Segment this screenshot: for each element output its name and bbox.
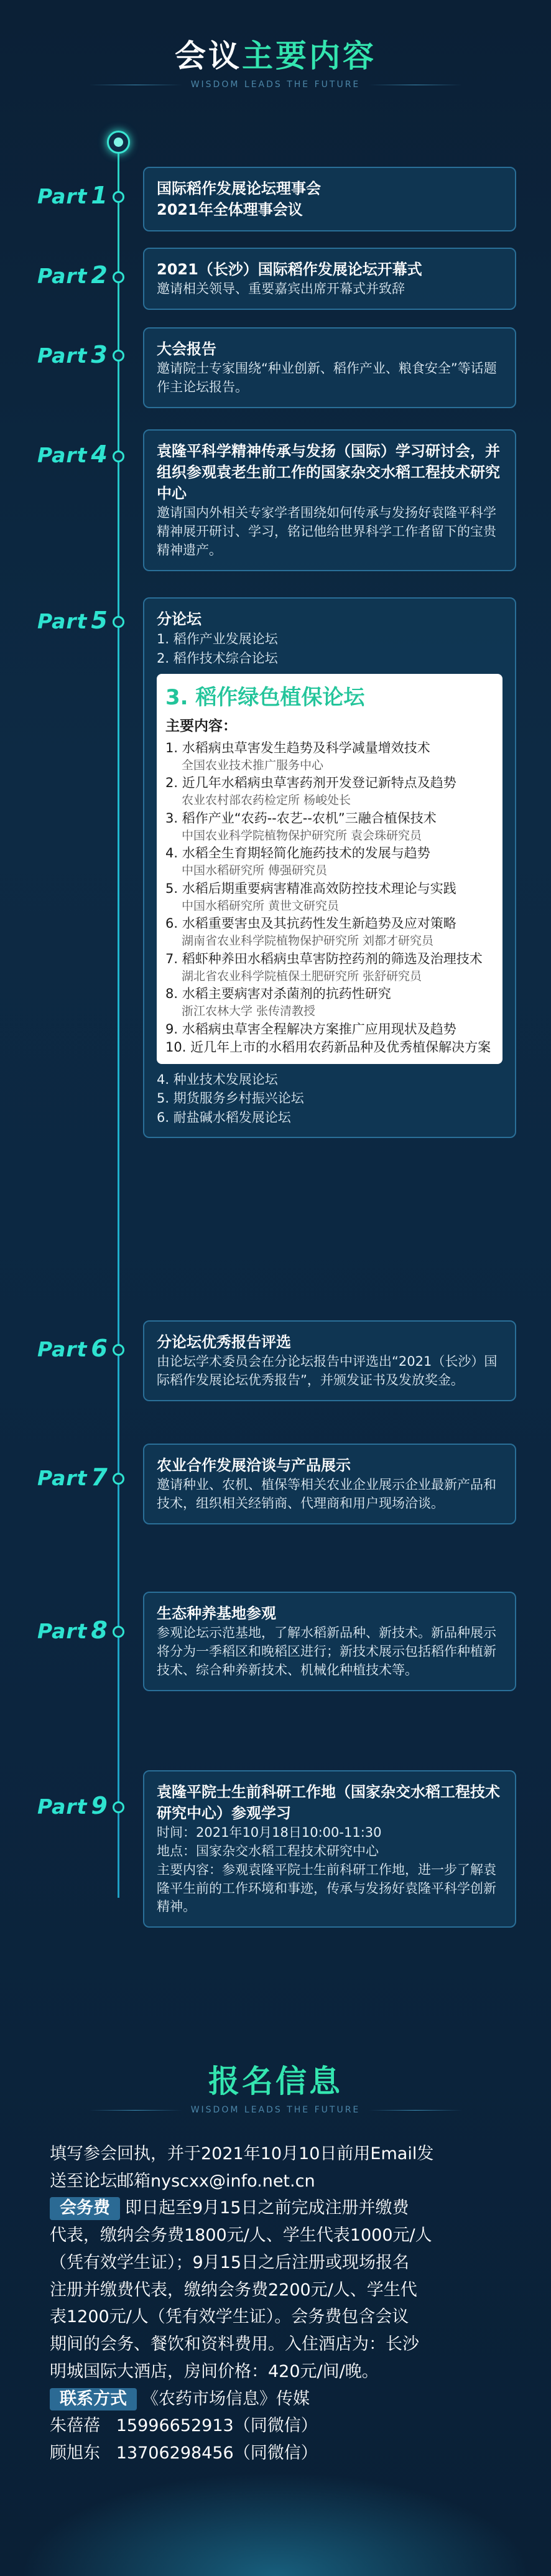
fee-line: 代表，缴纳会务费1800元/人、学生代表1000元/人 xyxy=(50,2226,432,2246)
fee-tag: 会务费 xyxy=(50,2197,120,2219)
title-text: 报名信息 xyxy=(208,2063,343,2099)
topic-item: 6. 水稻重要害虫及其抗药性发生新趋势及应对策略 xyxy=(165,916,456,931)
part-desc: 邀请院士专家围绕“种业创新、稻作产业、粮食安全”等话题作主论坛报告。 xyxy=(157,361,497,394)
topic-org: 中国农业科学院植物保护研究所 袁会珠研究员 xyxy=(182,828,422,842)
part-label-2: Part 2 xyxy=(37,261,108,289)
topic-item: 3. 稻作产业“农药--农艺--农机”三融合植保技术 xyxy=(165,810,437,826)
part-dot xyxy=(113,271,124,283)
part-label-7: Part 7 xyxy=(37,1463,108,1491)
fee-line: 注册并缴费代表，缴纳会务费2200元/人、学生代 xyxy=(50,2280,417,2300)
part-dot xyxy=(113,1801,124,1813)
topic-item: 7. 稻虾种养田水稻病虫草害防控药剂的筛选及治理技术 xyxy=(165,951,483,966)
forum3-key-label: 主要内容： xyxy=(165,718,237,735)
topic-list xyxy=(165,739,494,1057)
section-header-agenda xyxy=(0,31,551,90)
part-desc: 邀请种业、农机、植保等相关农业企业展示企业最新产品和技术，组织相关经销商、代理商和用户现场洽谈。 xyxy=(157,1477,496,1511)
part-card-7 xyxy=(143,1444,516,1524)
topic-item: 4. 水稻全生育期轻简化施药技术的发展与趋势 xyxy=(165,846,430,861)
part-title: 大会报告 xyxy=(157,340,216,358)
section-subtitle xyxy=(0,2105,551,2115)
part-desc: 由论坛学术委员会在分论坛报告中评选出“2021（长沙）国际稻作发展论坛优秀报告”，并颁发证书及发放奖金。 xyxy=(157,1354,498,1388)
part-label-4: Part 4 xyxy=(37,441,108,468)
part-title: 生态种养基地参观 xyxy=(157,1605,276,1622)
topic-item: 10. 近几年上市的水稻用农药新品种及优秀植保解决方案 xyxy=(165,1039,491,1055)
contact-first-line: 联系方式 《农药市场信息》传媒 xyxy=(50,2386,507,2413)
part-title: 分论坛 xyxy=(157,610,201,628)
part-dot xyxy=(113,1344,124,1356)
topic-org: 中国水稻研究所 黄世文研究员 xyxy=(182,898,340,913)
timeline-start-dot xyxy=(107,131,130,154)
part-label-8: Part 8 xyxy=(37,1617,108,1644)
part-title: 农业合作发展洽谈与产品展示 xyxy=(157,1457,351,1474)
part-label-9: Part 9 xyxy=(37,1792,108,1819)
part-desc: 邀请国内外相关专家学者围绕如何传承与发扬好袁隆平科学精神展开研讨、学习，铭记他给世界科学工作者留下的宝贵精神遗产。 xyxy=(157,505,496,558)
topic-item: 8. 水稻主要病害对杀菌剂的抗药性研究 xyxy=(165,986,391,1002)
contact-name: 朱蓓蓓 xyxy=(50,2416,100,2436)
part-desc: 邀请相关领导、重要嘉宾出席开幕式并致辞 xyxy=(157,281,405,297)
fee-line: 表1200元/人（凭有效学生证）。会务费包含会议 xyxy=(50,2307,409,2327)
part-label-1: Part 1 xyxy=(37,182,108,209)
section-header-registration xyxy=(0,2056,551,2115)
divider-line xyxy=(89,2110,182,2111)
forum-item: 4. 种业技术发展论坛 xyxy=(157,1071,278,1087)
part-desc: 参观论坛示范基地，了解水稻新品种、新技术。新品种展示将分为一季稻区和晚稻区进行；新技术展示包括稻作种植新技术、综合种养新技术、机械化种植技术等。 xyxy=(157,1625,496,1678)
subtitle-text: WISDOM LEADS THE FUTURE xyxy=(190,2105,361,2115)
forum-item: 5. 期货服务乡村振兴论坛 xyxy=(157,1091,304,1106)
title-part-b: 主要内容 xyxy=(242,38,376,74)
topic-org: 农业农村部农药检定所 杨峻处长 xyxy=(182,793,351,808)
part-title: 袁隆平科学精神传承与发扬（国际）学习研讨会，并组织参观袁老生前工作的国家杂交水稻工程技术研究中心 xyxy=(157,442,500,503)
part-label-5: Part 5 xyxy=(37,607,108,634)
intro-line: 填写参会回执，并于2021年10月10日前用Email发 xyxy=(50,2144,434,2163)
topic-item: 9. 水稻病虫草害全程解决方案推广应用现状及趋势 xyxy=(165,1022,456,1037)
topic-org: 中国水稻研究所 傅强研究员 xyxy=(182,864,328,878)
part-title: 国际稻作发展论坛理事会 2021年全体理事会议 xyxy=(157,180,321,219)
part-dot xyxy=(113,1626,124,1638)
subtitle-text: WISDOM LEADS THE FUTURE xyxy=(190,80,361,90)
section-title xyxy=(0,2056,551,2101)
fee-first-line: 会务费 即日起至9月15日之前完成注册并缴费 xyxy=(50,2195,507,2222)
part-card-3 xyxy=(143,327,516,408)
topic-item: 2. 近几年水稻病虫草害药剂开发登记新特点及趋势 xyxy=(165,775,456,791)
topic-org: 湖北省农业科学院植保土肥研究所 张舒研究员 xyxy=(182,969,422,983)
topic-org: 浙江农林大学 张传清教授 xyxy=(182,1004,316,1019)
contact-phone: 13706298456（同微信） xyxy=(116,2443,318,2463)
intro-line: 送至论坛邮箱nyscxx@info.net.cn xyxy=(50,2171,315,2191)
contact-name: 顾旭东 xyxy=(50,2443,100,2463)
part-card-9 xyxy=(143,1770,516,1928)
part-card-1 xyxy=(143,167,516,231)
forum-item: 6. 耐盐碱水稻发展论坛 xyxy=(157,1109,291,1125)
part-card-2 xyxy=(143,248,516,310)
topic-item: 5. 水稻后期重要病害精准高效防控技术理论与实践 xyxy=(165,880,456,896)
part-dot xyxy=(113,1473,124,1485)
part-dot xyxy=(113,350,124,362)
contact-phone: 15996652913（同微信） xyxy=(116,2416,318,2436)
bottom-glow xyxy=(0,2464,551,2576)
forum-list-before xyxy=(157,630,502,668)
part-card-5 xyxy=(143,597,516,1138)
title-part-a: 会议 xyxy=(175,38,242,74)
part-label-6: Part 6 xyxy=(37,1335,108,1362)
section-subtitle xyxy=(0,80,551,90)
part-label-3: Part 3 xyxy=(37,341,108,368)
part-dot xyxy=(113,191,124,203)
forum-list-after xyxy=(157,1070,502,1127)
part-card-4 xyxy=(143,429,516,571)
contact-row xyxy=(50,2440,507,2467)
forum3-heading: 3. 稻作绿色植保论坛 xyxy=(165,684,365,710)
topic-org: 全国农业技术推广服务中心 xyxy=(182,758,324,772)
part-dot xyxy=(113,616,124,628)
part-dot xyxy=(113,450,124,462)
forum3-box xyxy=(157,674,502,1064)
section-title xyxy=(0,31,551,76)
forum-item: 1. 稻作产业发展论坛 xyxy=(157,632,278,647)
topic-item: 1. 水稻病虫草害发生趋势及科学减量增效技术 xyxy=(165,740,430,755)
part-title: 分论坛优秀报告评选 xyxy=(157,1333,291,1351)
registration-info xyxy=(50,2140,507,2467)
part-title: 2021（长沙）国际稻作发展论坛开幕式 xyxy=(157,261,422,278)
contact-tag: 联系方式 xyxy=(50,2388,137,2410)
part-desc: 时间：2021年10月18日10:00-11:30 地点：国家杂交水稻工程技术研究中心 主要内容：参观袁隆平院士生前科研工作地，进一步了解袁隆平生前的工作环境和事迹，传承与发扬好袁隆平科学创新精神。 xyxy=(157,1825,496,1915)
fee-line: 明城国际大酒店，房间价格：420元/间/晚。 xyxy=(50,2361,379,2381)
part-card-8 xyxy=(143,1592,516,1691)
fee-line: （凭有效学生证）；9月15日之后注册或现场报名 xyxy=(50,2252,410,2272)
part-card-6 xyxy=(143,1320,516,1401)
part-title: 袁隆平院士生前科研工作地（国家杂交水稻工程技术研究中心）参观学习 xyxy=(157,1783,500,1822)
forum-item: 2. 稻作技术综合论坛 xyxy=(157,650,278,666)
divider-line xyxy=(369,2110,462,2111)
contact-row xyxy=(50,2412,507,2440)
fee-line: 期间的会务、餐饮和资料费用。入住酒店为：长沙 xyxy=(50,2335,419,2354)
topic-org: 湖南省农业科学院植物保护研究所 刘都才研究员 xyxy=(182,934,434,948)
